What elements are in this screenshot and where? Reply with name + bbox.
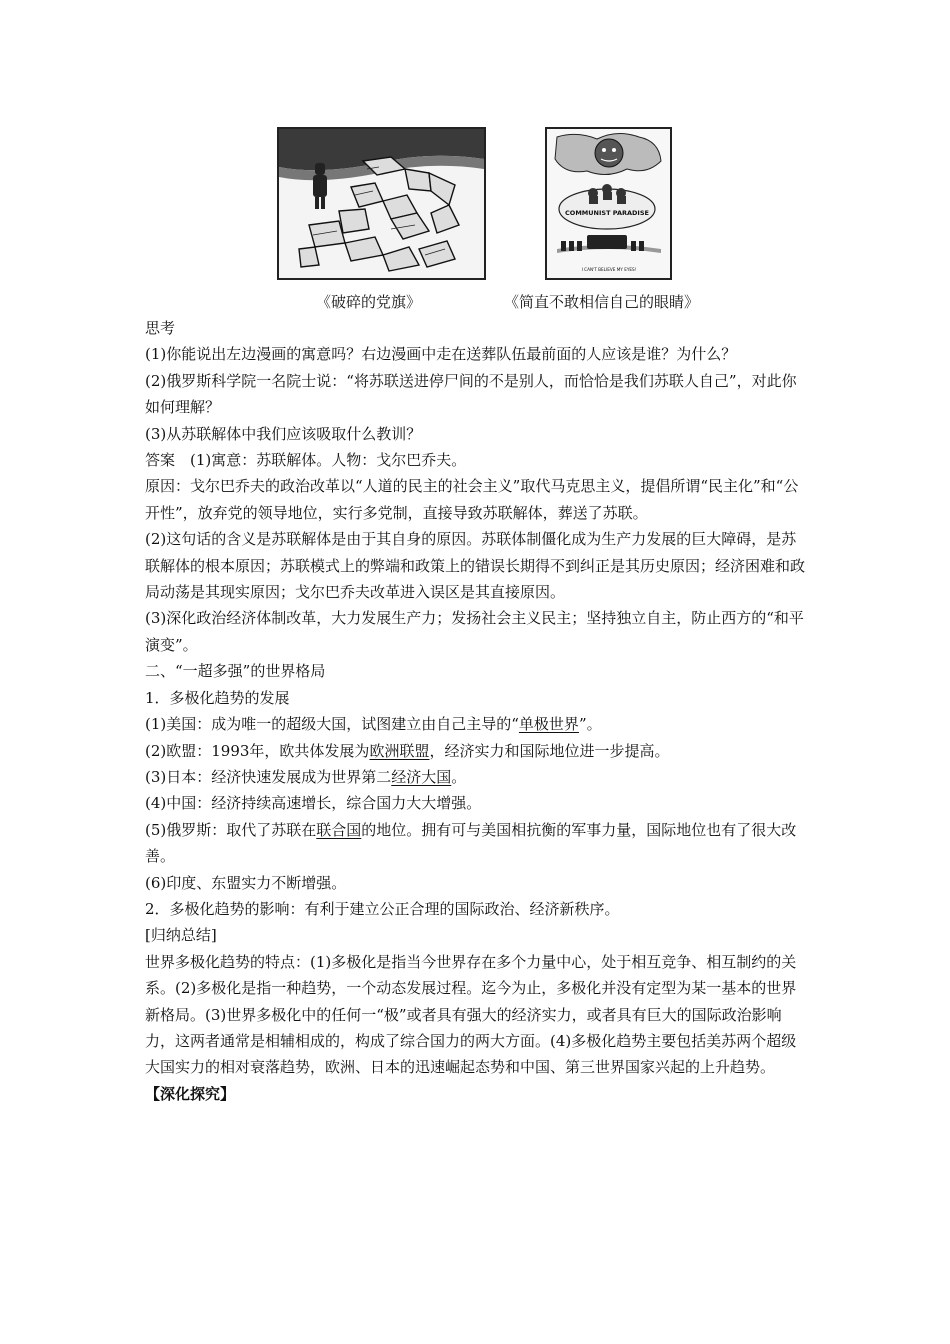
subsection-1-title: 1．多极化趋势的发展 xyxy=(145,688,290,707)
deepen-heading: 【深化探究】 xyxy=(145,1084,236,1103)
section-2-title: 二、“一超多强”的世界格局 xyxy=(145,662,326,681)
item-russia-post: 的地位。拥有可与美国相抗衡的军事力量，国际地位也有了很大改善。 xyxy=(145,820,797,866)
document-body xyxy=(145,315,810,1107)
left-cartoon-caption: 《破碎的党旗》 xyxy=(316,293,422,311)
right-cartoon-caption: 《简直不敢相信自己的眼睛》 xyxy=(504,293,700,311)
item-russia-underlined: 联合国 xyxy=(316,820,362,839)
bottom-caption: I CAN'T BELIEVE MY EYES! xyxy=(581,267,637,272)
cloud-caption: COMMUNIST PARADISE xyxy=(565,209,649,217)
question-2: (2)俄罗斯科学院一名院士说：“将苏联送进停尸间的不是别人，而恰恰是我们苏联人自己”，对此你如何理解？ xyxy=(145,371,797,417)
item-japan-post: 。 xyxy=(451,767,467,786)
answer-2: (2)这句话的含义是苏联解体是由于其自身的原因。苏联体制僵化成为生产力发展的巨大障碍，是苏联解体的根本原因；苏联模式上的弊端和政策上的错误长期得不到纠正是其历史原因；经济困难和政局动荡是其现实原因；戈尔巴乔夫改革进入误区是其直接原因。 xyxy=(145,530,806,602)
item-japan xyxy=(145,764,810,790)
broken-flag-drawing xyxy=(279,129,484,278)
answer-3: (3)深化政治经济体制改革，大力发展生产力；发扬社会主义民主；坚持独立自主，防止西方的“和平演变”。 xyxy=(145,609,804,654)
item-eu xyxy=(145,738,810,764)
item-usa-pre: (1)美国：成为唯一的超级大国，试图建立由自己主导的“ xyxy=(145,715,519,734)
think-heading: 思考 xyxy=(145,319,176,337)
item-eu-post: ，经济实力和国际地位进一步提高。 xyxy=(429,741,670,760)
question-3: (3)从苏联解体中我们应该吸取什么教训？ xyxy=(145,424,422,443)
item-usa-underlined: 单极世界 xyxy=(518,715,579,734)
question-1: (1)你能说出左边漫画的寓意吗？右边漫画中走在送葬队伍最前面的人应该是谁？为什么？ xyxy=(145,345,737,364)
item-usa xyxy=(145,711,810,737)
subsection-2: 2．多极化趋势的影响：有利于建立公正合理的国际政治、经济新秩序。 xyxy=(145,899,620,918)
answer-1: 答案 (1)寓意：苏联解体。人物：戈尔巴乔夫。 xyxy=(145,451,467,470)
item-india-asean: (6)印度、东盟实力不断增强。 xyxy=(145,873,347,892)
item-japan-underlined: 经济大国 xyxy=(391,767,452,786)
answer-1-reason: 原因：戈尔巴乔夫的政治改革以“人道的民主的社会主义”取代马克思主义，提倡所谓“民主化”和“公开性”，放弃党的领导地位，实行多党制，直接导致苏联解体，葬送了苏联。 xyxy=(145,477,799,522)
cant-believe-my-eyes-cartoon xyxy=(545,127,672,280)
item-russia xyxy=(145,817,810,870)
broken-party-flag-cartoon xyxy=(277,127,486,280)
summary-heading: [归纳总结] xyxy=(145,926,217,945)
item-china: (4)中国：经济持续高速增长，综合国力大大增强。 xyxy=(145,794,482,813)
item-russia-pre: (5)俄罗斯：取代了苏联在 xyxy=(145,820,317,839)
item-eu-underlined: 欧洲联盟 xyxy=(369,741,430,760)
item-usa-post: ”。 xyxy=(578,715,602,734)
item-japan-pre: (3)日本：经济快速发展成为世界第二 xyxy=(145,767,392,786)
item-eu-pre: (2)欧盟：1993年，欧共体发展为 xyxy=(145,741,370,760)
summary-text: 世界多极化趋势的特点：(1)多极化是指当今世界存在多个力量中心，处于相互竞争、相互制约的关系。(2)多极化是指一种趋势，一个动态发展过程。迄今为止，多极化并没有定型为某一基本的世界新格局。(3)世界多极化中的任何一“极”或者具有强大的经济实力，或者具有巨大的国际政治影响力，这两者通常是相辅相成的，构成了综合国力的两大方面。(4)多极化趋势主要包括美苏两个超级大国实力的相对衰落趋势，欧洲、日本的迅速崛起态势和中国、第三世界国家兴起的上升趋势。 xyxy=(145,952,797,1077)
funeral-procession-drawing xyxy=(547,129,670,278)
